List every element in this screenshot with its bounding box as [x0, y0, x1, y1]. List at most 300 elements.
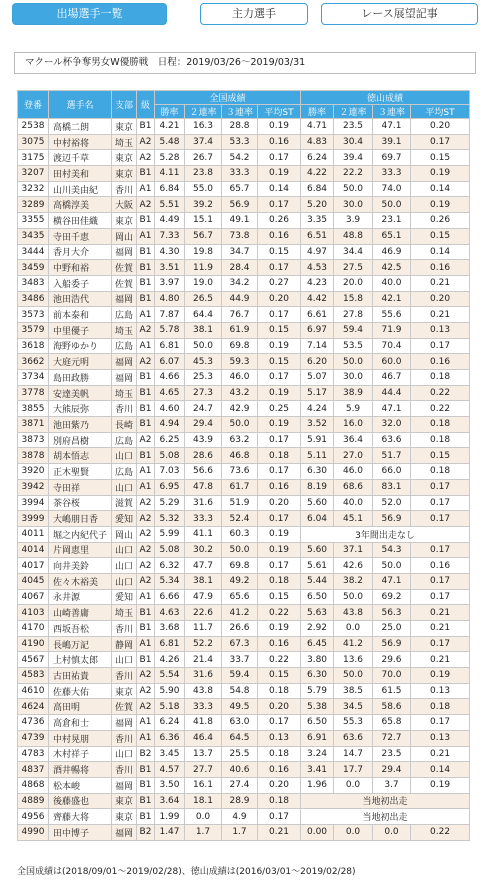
nat-avg-st-cell: 0.15: [258, 589, 301, 605]
nat-3ren-cell: 42.9: [222, 401, 258, 417]
loc-win-rate-cell: 6.45: [301, 636, 334, 652]
reg-no-cell: 4956: [18, 809, 49, 825]
branch-cell: 福岡: [112, 824, 137, 840]
nat-win-rate-cell: 5.51: [155, 197, 185, 213]
nat-win-rate-cell: 4.26: [155, 652, 185, 668]
nat-3ren-cell: 64.5: [222, 730, 258, 746]
nat-2ren-cell: 19.8: [185, 244, 222, 260]
loc-2ren-cell: 63.6: [334, 730, 373, 746]
nat-avg-st-cell: 0.25: [258, 401, 301, 417]
table-row: [18, 228, 470, 244]
branch-cell: 香川: [112, 401, 137, 417]
header-name: 選手名: [49, 91, 112, 119]
loc-2ren-cell: 0.0: [334, 824, 373, 840]
racer-name-cell: 胡本悟志: [49, 448, 112, 464]
class-cell: B1: [137, 275, 155, 291]
table-row: [18, 291, 470, 307]
loc-win-rate-cell: 5.79: [301, 683, 334, 699]
branch-cell: 香川: [112, 762, 137, 778]
nat-avg-st-cell: 0.22: [258, 652, 301, 668]
racer-name-cell: 中村晃朋: [49, 730, 112, 746]
table-row: [18, 511, 470, 527]
class-cell: A2: [137, 558, 155, 574]
loc-avg-st-cell: 0.15: [411, 448, 470, 464]
loc-win-rate-cell: 5.38: [301, 699, 334, 715]
nat-win-rate-cell: 5.28: [155, 150, 185, 166]
reg-no-cell: 3289: [18, 197, 49, 213]
loc-win-rate-cell: 2.92: [301, 621, 334, 637]
racer-name-cell: 田村美和: [49, 166, 112, 182]
branch-cell: 広島: [112, 432, 137, 448]
nat-win-rate-cell: 1.99: [155, 809, 185, 825]
loc-win-rate-cell: 4.83: [301, 134, 334, 150]
loc-avg-st-cell: 0.21: [411, 621, 470, 637]
branch-cell: 山口: [112, 746, 137, 762]
table-row: [18, 652, 470, 668]
class-cell: A1: [137, 464, 155, 480]
loc-2ren-cell: 30.0: [334, 370, 373, 386]
table-row: [18, 558, 470, 574]
loc-avg-st-cell: 0.17: [411, 479, 470, 495]
loc-3ren-cell: 65.8: [373, 715, 411, 731]
loc-win-rate-cell: 4.53: [301, 260, 334, 276]
nat-2ren-cell: 46.4: [185, 730, 222, 746]
reg-no-cell: 4103: [18, 605, 49, 621]
header-nat-win-rate: 勝率: [155, 105, 185, 119]
racer-name-cell: 佐々木裕美: [49, 573, 112, 589]
nat-3ren-cell: 50.0: [222, 542, 258, 558]
branch-cell: 東京: [112, 683, 137, 699]
nat-win-rate-cell: 4.60: [155, 401, 185, 417]
table-row: [18, 683, 470, 699]
loc-2ren-cell: 3.9: [334, 213, 373, 229]
nat-2ren-cell: 13.7: [185, 746, 222, 762]
loc-3ren-cell: 56.9: [373, 511, 411, 527]
loc-avg-st-cell: 0.21: [411, 307, 470, 323]
racer-name-cell: 堀之内紀代子: [49, 526, 112, 542]
nat-avg-st-cell: 0.18: [258, 793, 301, 809]
loc-win-rate-cell: 5.20: [301, 197, 334, 213]
class-cell: B2: [137, 824, 155, 840]
nat-2ren-cell: 64.4: [185, 307, 222, 323]
racer-name-cell: 高橋淳美: [49, 197, 112, 213]
tab-main-racers[interactable]: 主力選手: [200, 3, 308, 25]
nat-win-rate-cell: 4.30: [155, 244, 185, 260]
racer-name-cell: 長嶋万記: [49, 636, 112, 652]
racer-name-cell: 正木聖賢: [49, 464, 112, 480]
branch-cell: 香川: [112, 181, 137, 197]
class-cell: A2: [137, 699, 155, 715]
nat-3ren-cell: 46.0: [222, 370, 258, 386]
tab-race-preview[interactable]: レース展望記事: [321, 3, 478, 25]
nat-3ren-cell: 60.3: [222, 526, 258, 542]
racer-table: [17, 90, 470, 841]
nat-avg-st-cell: 0.19: [258, 166, 301, 182]
loc-avg-st-cell: 0.20: [411, 291, 470, 307]
nat-3ren-cell: 44.9: [222, 291, 258, 307]
loc-3ren-cell: 56.3: [373, 605, 411, 621]
nat-3ren-cell: 63.2: [222, 432, 258, 448]
loc-3ren-cell: 47.1: [373, 119, 411, 135]
header-loc-avg-st: 平均ST: [411, 105, 470, 119]
loc-2ren-cell: 27.5: [334, 260, 373, 276]
loc-avg-st-cell: 0.19: [411, 668, 470, 684]
nat-3ren-cell: 61.9: [222, 322, 258, 338]
nat-3ren-cell: 46.8: [222, 448, 258, 464]
branch-cell: 福岡: [112, 291, 137, 307]
loc-3ren-cell: 83.1: [373, 479, 411, 495]
nat-2ren-cell: 28.6: [185, 448, 222, 464]
nat-3ren-cell: 50.0: [222, 417, 258, 433]
loc-avg-st-cell: 0.18: [411, 370, 470, 386]
nat-3ren-cell: 26.6: [222, 621, 258, 637]
racer-name-cell: 前本泰和: [49, 307, 112, 323]
nat-2ren-cell: 55.0: [185, 181, 222, 197]
table-row: [18, 322, 470, 338]
loc-avg-st-cell: 0.26: [411, 213, 470, 229]
nat-2ren-cell: 15.1: [185, 213, 222, 229]
loc-3ren-cell: 44.4: [373, 385, 411, 401]
nat-win-rate-cell: 5.54: [155, 668, 185, 684]
branch-cell: 広島: [112, 464, 137, 480]
nat-win-rate-cell: 6.25: [155, 432, 185, 448]
reg-no-cell: 4736: [18, 715, 49, 731]
loc-2ren-cell: 50.0: [334, 668, 373, 684]
nat-2ren-cell: 41.8: [185, 715, 222, 731]
class-cell: A1: [137, 479, 155, 495]
nat-win-rate-cell: 5.48: [155, 134, 185, 150]
nat-avg-st-cell: 0.18: [258, 746, 301, 762]
reg-no-cell: 3942: [18, 479, 49, 495]
loc-3ren-cell: 58.6: [373, 699, 411, 715]
table-row: [18, 479, 470, 495]
nat-win-rate-cell: 6.24: [155, 715, 185, 731]
nat-win-rate-cell: 6.81: [155, 636, 185, 652]
tab-entry-list[interactable]: 出場選手一覧: [12, 3, 167, 25]
branch-cell: 香川: [112, 621, 137, 637]
table-row: [18, 715, 470, 731]
nat-3ren-cell: 69.8: [222, 558, 258, 574]
loc-win-rate-cell: 6.61: [301, 307, 334, 323]
loc-win-rate-cell: 3.24: [301, 746, 334, 762]
racer-name-cell: 池田浩代: [49, 291, 112, 307]
racer-name-cell: 高倉和士: [49, 715, 112, 731]
nat-avg-st-cell: 0.20: [258, 291, 301, 307]
header-reg-no: 登番: [18, 91, 49, 119]
nat-2ren-cell: 43.9: [185, 432, 222, 448]
nat-win-rate-cell: 5.32: [155, 511, 185, 527]
racer-name-cell: 松本峻: [49, 777, 112, 793]
loc-3ren-cell: 46.7: [373, 370, 411, 386]
racer-name-cell: 池田紫乃: [49, 417, 112, 433]
reg-no-cell: 3459: [18, 260, 49, 276]
table-row: [18, 448, 470, 464]
nat-avg-st-cell: 0.21: [258, 824, 301, 840]
nat-2ren-cell: 31.6: [185, 668, 222, 684]
nat-win-rate-cell: 5.29: [155, 495, 185, 511]
nat-avg-st-cell: 0.19: [258, 542, 301, 558]
nat-2ren-cell: 47.7: [185, 558, 222, 574]
reg-no-cell: 3618: [18, 338, 49, 354]
nat-win-rate-cell: 7.03: [155, 464, 185, 480]
local-note-cell: 3年間出走なし: [301, 526, 470, 542]
table-row: [18, 699, 470, 715]
nat-avg-st-cell: 0.16: [258, 479, 301, 495]
racer-name-cell: 木村祥子: [49, 746, 112, 762]
reg-no-cell: 3444: [18, 244, 49, 260]
loc-avg-st-cell: 0.17: [411, 715, 470, 731]
loc-2ren-cell: 41.2: [334, 636, 373, 652]
loc-3ren-cell: 33.3: [373, 166, 411, 182]
loc-2ren-cell: 37.1: [334, 542, 373, 558]
reg-no-cell: 4567: [18, 652, 49, 668]
loc-3ren-cell: 65.1: [373, 228, 411, 244]
nat-avg-st-cell: 0.17: [258, 197, 301, 213]
nat-2ren-cell: 47.9: [185, 589, 222, 605]
loc-2ren-cell: 0.0: [334, 777, 373, 793]
class-cell: A2: [137, 542, 155, 558]
branch-cell: 岡山: [112, 526, 137, 542]
branch-cell: 愛知: [112, 589, 137, 605]
loc-2ren-cell: 30.4: [334, 134, 373, 150]
nat-avg-st-cell: 0.17: [258, 307, 301, 323]
reg-no-cell: 3778: [18, 385, 49, 401]
table-row: [18, 150, 470, 166]
branch-cell: 山口: [112, 479, 137, 495]
loc-win-rate-cell: 5.60: [301, 542, 334, 558]
reg-no-cell: 4739: [18, 730, 49, 746]
nat-avg-st-cell: 0.26: [258, 213, 301, 229]
reg-no-cell: 4610: [18, 683, 49, 699]
table-row: [18, 260, 470, 276]
racer-name-cell: 香月大介: [49, 244, 112, 260]
racer-name-cell: 大熊辰弥: [49, 401, 112, 417]
class-cell: B1: [137, 809, 155, 825]
branch-cell: 山口: [112, 558, 137, 574]
loc-2ren-cell: 17.7: [334, 762, 373, 778]
reg-no-cell: 3920: [18, 464, 49, 480]
loc-2ren-cell: 46.0: [334, 464, 373, 480]
loc-avg-st-cell: 0.13: [411, 322, 470, 338]
class-cell: A2: [137, 197, 155, 213]
loc-avg-st-cell: 0.16: [411, 354, 470, 370]
class-cell: A2: [137, 432, 155, 448]
loc-avg-st-cell: 0.20: [411, 119, 470, 135]
nat-avg-st-cell: 0.17: [258, 432, 301, 448]
nat-2ren-cell: 1.7: [185, 824, 222, 840]
class-cell: B1: [137, 370, 155, 386]
loc-3ren-cell: 71.9: [373, 322, 411, 338]
reg-no-cell: 3734: [18, 370, 49, 386]
table-row: [18, 605, 470, 621]
reg-no-cell: 3075: [18, 134, 49, 150]
table-row: [18, 668, 470, 684]
nat-2ren-cell: 25.3: [185, 370, 222, 386]
loc-2ren-cell: 22.2: [334, 166, 373, 182]
loc-avg-st-cell: 0.13: [411, 730, 470, 746]
reg-no-cell: 3435: [18, 228, 49, 244]
racer-name-cell: 古田祐貴: [49, 668, 112, 684]
reg-no-cell: 3579: [18, 322, 49, 338]
class-cell: B1: [137, 621, 155, 637]
nat-3ren-cell: 28.4: [222, 260, 258, 276]
branch-cell: 岡山: [112, 228, 137, 244]
nat-win-rate-cell: 4.11: [155, 166, 185, 182]
loc-win-rate-cell: 4.24: [301, 401, 334, 417]
loc-avg-st-cell: 0.17: [411, 573, 470, 589]
nat-3ren-cell: 65.6: [222, 589, 258, 605]
table-row: [18, 197, 470, 213]
nat-2ren-cell: 26.7: [185, 150, 222, 166]
racer-name-cell: 西坂吾松: [49, 621, 112, 637]
nat-avg-st-cell: 0.16: [258, 762, 301, 778]
nat-2ren-cell: 11.7: [185, 621, 222, 637]
table-row: [18, 338, 470, 354]
reg-no-cell: 4837: [18, 762, 49, 778]
reg-no-cell: 3207: [18, 166, 49, 182]
class-cell: B1: [137, 166, 155, 182]
table-row: [18, 370, 470, 386]
nat-avg-st-cell: 0.17: [258, 511, 301, 527]
table-row: [18, 134, 470, 150]
reg-no-cell: 3483: [18, 275, 49, 291]
racer-name-cell: 渡辺千草: [49, 150, 112, 166]
nat-win-rate-cell: 5.08: [155, 542, 185, 558]
loc-win-rate-cell: 1.96: [301, 777, 334, 793]
loc-win-rate-cell: 5.91: [301, 432, 334, 448]
nat-win-rate-cell: 3.45: [155, 746, 185, 762]
loc-3ren-cell: 42.5: [373, 260, 411, 276]
reg-no-cell: 3855: [18, 401, 49, 417]
loc-avg-st-cell: 0.22: [411, 401, 470, 417]
racer-name-cell: 入船委子: [49, 275, 112, 291]
branch-cell: 東京: [112, 213, 137, 229]
loc-2ren-cell: 38.9: [334, 385, 373, 401]
class-cell: A2: [137, 683, 155, 699]
branch-cell: 佐賀: [112, 260, 137, 276]
reg-no-cell: 3232: [18, 181, 49, 197]
loc-avg-st-cell: 0.19: [411, 197, 470, 213]
nat-3ren-cell: 41.2: [222, 605, 258, 621]
header-loc-3ren: ３連率: [373, 105, 411, 119]
loc-2ren-cell: 45.1: [334, 511, 373, 527]
nat-avg-st-cell: 0.19: [258, 338, 301, 354]
nat-win-rate-cell: 5.78: [155, 322, 185, 338]
nat-3ren-cell: 73.6: [222, 464, 258, 480]
reg-no-cell: 4889: [18, 793, 49, 809]
loc-3ren-cell: 52.0: [373, 495, 411, 511]
branch-cell: 福岡: [112, 370, 137, 386]
nat-3ren-cell: 43.2: [222, 385, 258, 401]
class-cell: B1: [137, 385, 155, 401]
table-row: [18, 730, 470, 746]
class-cell: B1: [137, 605, 155, 621]
nat-avg-st-cell: 0.18: [258, 448, 301, 464]
class-cell: B1: [137, 213, 155, 229]
loc-2ren-cell: 50.0: [334, 589, 373, 605]
loc-win-rate-cell: 6.50: [301, 589, 334, 605]
loc-avg-st-cell: 0.21: [411, 652, 470, 668]
nat-avg-st-cell: 0.17: [258, 260, 301, 276]
header-branch: 支部: [112, 91, 137, 119]
loc-win-rate-cell: 6.04: [301, 511, 334, 527]
loc-win-rate-cell: 6.91: [301, 730, 334, 746]
table-row: [18, 385, 470, 401]
period-note: 全国成績は(2018/09/01〜2019/02/28)、徳山成績は(2016/03/01〜2019/02/28): [17, 867, 356, 877]
loc-avg-st-cell: 0.17: [411, 495, 470, 511]
nat-win-rate-cell: 6.32: [155, 558, 185, 574]
class-cell: A2: [137, 150, 155, 166]
branch-cell: 長崎: [112, 417, 137, 433]
nat-3ren-cell: 61.7: [222, 479, 258, 495]
class-cell: B1: [137, 291, 155, 307]
reg-no-cell: 3871: [18, 417, 49, 433]
loc-avg-st-cell: 0.14: [411, 244, 470, 260]
loc-3ren-cell: 72.7: [373, 730, 411, 746]
table-row: [18, 793, 470, 809]
nat-2ren-cell: 22.6: [185, 605, 222, 621]
nat-3ren-cell: 1.7: [222, 824, 258, 840]
branch-cell: 佐賀: [112, 275, 137, 291]
nat-win-rate-cell: 1.47: [155, 824, 185, 840]
nat-win-rate-cell: 7.87: [155, 307, 185, 323]
nat-win-rate-cell: 3.97: [155, 275, 185, 291]
nat-win-rate-cell: 6.81: [155, 338, 185, 354]
branch-cell: 埼玉: [112, 605, 137, 621]
loc-2ren-cell: 42.6: [334, 558, 373, 574]
loc-2ren-cell: 23.5: [334, 119, 373, 135]
loc-avg-st-cell: 0.18: [411, 432, 470, 448]
branch-cell: 埼玉: [112, 385, 137, 401]
nat-3ren-cell: 56.9: [222, 197, 258, 213]
loc-3ren-cell: 25.0: [373, 621, 411, 637]
reg-no-cell: 2538: [18, 119, 49, 135]
reg-no-cell: 3486: [18, 291, 49, 307]
nat-win-rate-cell: 5.90: [155, 683, 185, 699]
reg-no-cell: 4045: [18, 573, 49, 589]
branch-cell: 福岡: [112, 244, 137, 260]
loc-2ren-cell: 43.8: [334, 605, 373, 621]
nat-2ren-cell: 18.1: [185, 793, 222, 809]
racer-name-cell: 上村慎太郎: [49, 652, 112, 668]
loc-avg-st-cell: 0.18: [411, 464, 470, 480]
loc-2ren-cell: 34.4: [334, 244, 373, 260]
nat-avg-st-cell: 0.17: [258, 558, 301, 574]
nat-3ren-cell: 69.8: [222, 338, 258, 354]
nat-avg-st-cell: 0.19: [258, 621, 301, 637]
class-cell: A2: [137, 573, 155, 589]
loc-2ren-cell: 68.6: [334, 479, 373, 495]
table-row: [18, 824, 470, 840]
table-row: [18, 542, 470, 558]
nat-win-rate-cell: 4.94: [155, 417, 185, 433]
loc-avg-st-cell: 0.13: [411, 683, 470, 699]
nat-win-rate-cell: 3.51: [155, 260, 185, 276]
nat-2ren-cell: 16.1: [185, 777, 222, 793]
nat-win-rate-cell: 6.66: [155, 589, 185, 605]
nat-avg-st-cell: 0.19: [258, 526, 301, 542]
reg-no-cell: 4067: [18, 589, 49, 605]
racer-name-cell: 大嶋朋日香: [49, 511, 112, 527]
loc-avg-st-cell: 0.21: [411, 605, 470, 621]
nat-3ren-cell: 54.8: [222, 683, 258, 699]
nat-2ren-cell: 0.0: [185, 809, 222, 825]
table-row: [18, 244, 470, 260]
nat-2ren-cell: 38.1: [185, 322, 222, 338]
header-nat-2ren: ２連率: [185, 105, 222, 119]
class-cell: A2: [137, 134, 155, 150]
loc-3ren-cell: 47.1: [373, 401, 411, 417]
